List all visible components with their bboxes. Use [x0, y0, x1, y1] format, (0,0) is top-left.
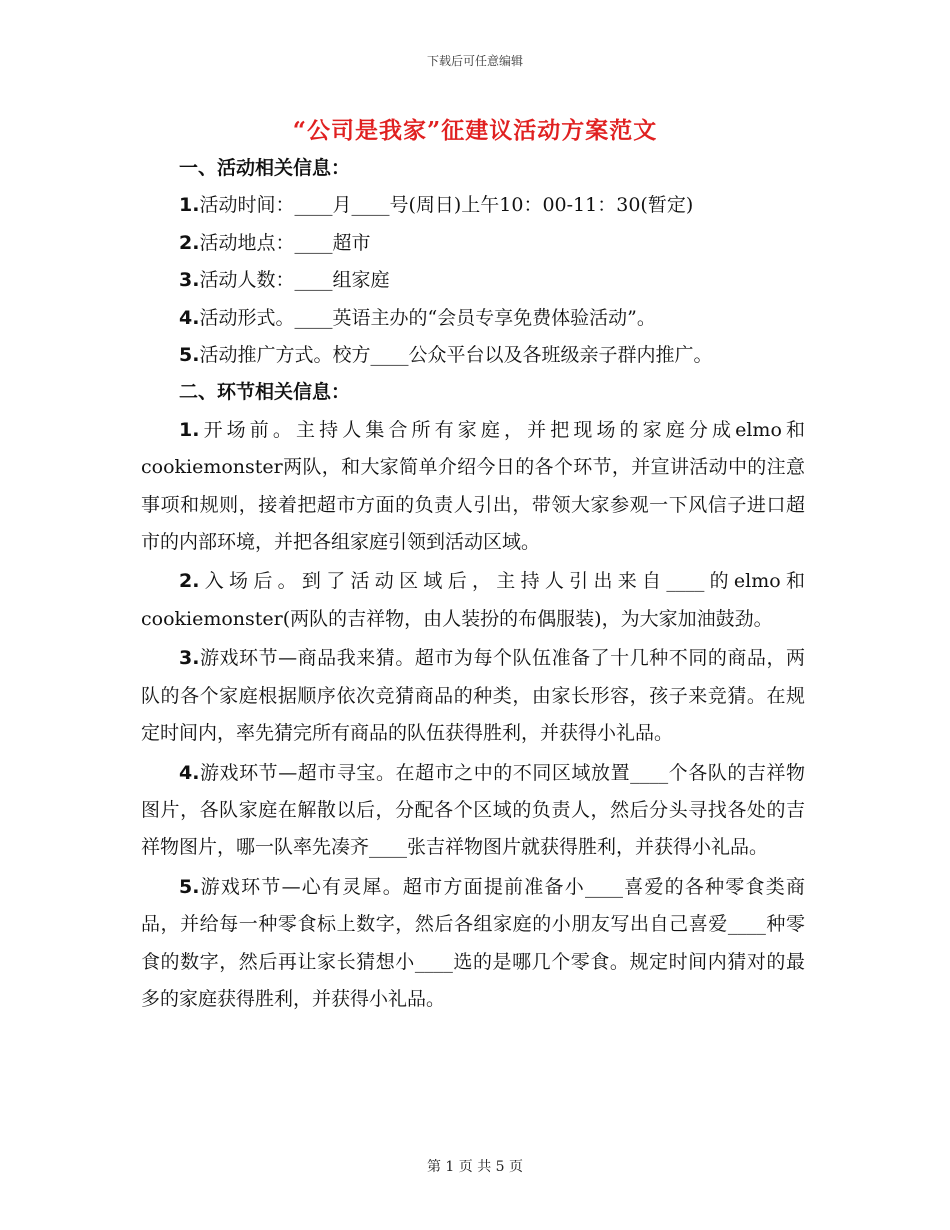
list-item: [141, 225, 805, 262]
item-text: 活动人数：____组家庭: [199, 269, 390, 292]
paragraph-text: 游戏环节—心有灵犀。超市方面提前准备小____喜爱的各种零食类商品，并给每一种零食标上数字，然后各组家庭的小朋友写出自己喜爱____种零食的数字，然后再让家长猜想小____选的是哪几个零食。规定时间内猜对的最多的家庭获得胜利，并获得小礼品。: [141, 875, 805, 1010]
paragraph-number: 3.: [179, 647, 200, 670]
list-item: [141, 187, 805, 224]
paragraph: [141, 640, 805, 752]
item-number: 5.: [179, 344, 200, 367]
list-item: [141, 300, 805, 337]
item-text: 活动时间：____月____号(周日)上午10：00-11：30(暂定): [199, 194, 694, 217]
paragraph-number: 5.: [179, 875, 200, 898]
paragraph-number: 1.: [179, 418, 200, 441]
page-header: 下载后可任意编辑: [426, 54, 523, 68]
paragraph: [141, 412, 805, 562]
list-item: [141, 262, 805, 299]
item-number: 2.: [179, 231, 200, 254]
item-text: 活动推广方式。校方____公众平台以及各班级亲子群内推广。: [199, 344, 713, 367]
paragraph-text: 游戏环节—商品我来猜。超市为每个队伍准备了十几种不同的商品，两队的各个家庭根据顺序依次竞猜商品的种类，由家长形容，孩子来竞猜。在规定时间内，率先猜完所有商品的队伍获得胜利，并获得小礼品。: [141, 647, 805, 745]
paragraph: [141, 869, 805, 1019]
item-number: 3.: [179, 269, 200, 292]
page-footer: 第 1 页 共 5 页: [426, 1159, 524, 1175]
paragraph: [141, 563, 805, 638]
section-heading-segment-info: 二、环节相关信息：: [179, 381, 351, 404]
document-body: [141, 150, 805, 1018]
item-text: 活动地点：____超市: [199, 231, 371, 254]
section-heading-activity-info: 一、活动相关信息：: [179, 157, 351, 179]
paragraph-text: 入场后。到了活动区域后，主持人引出来自____的elmo和cookiemonster(两队的吉祥物，由人装扮的布偶服装)，为大家加油鼓劲。: [141, 570, 805, 630]
item-number: 1.: [179, 194, 200, 217]
paragraph-text: 游戏环节—超市寻宝。在超市之中的不同区域放置____个各队的吉祥物图片，各队家庭在解散以后，分配各个区域的负责人，然后分头寻找各处的吉祥物图片，哪一队率先凑齐____张吉祥物图片就获得胜利，并获得小礼品。: [141, 761, 805, 859]
item-number: 4.: [179, 306, 200, 329]
document-title: “公司是我家”征建议活动方案范文: [292, 117, 658, 144]
paragraph-text: 开场前。主持人集合所有家庭，并把现场的家庭分成elmo和cookiemonster两队，和大家简单介绍今日的各个环节，并宣讲活动中的注意事项和规则，接着把超市方面的负责人引出，带领大家参观一下风信子进口超市的内部环境，并把各组家庭引领到活动区域。: [141, 418, 805, 554]
list-item: [141, 337, 805, 374]
item-text: 活动形式。____英语主办的“会员专享免费体验活动”。: [199, 306, 656, 329]
paragraph: [141, 755, 805, 867]
paragraph-number: 4.: [179, 761, 200, 784]
paragraph-number: 2.: [179, 570, 200, 593]
